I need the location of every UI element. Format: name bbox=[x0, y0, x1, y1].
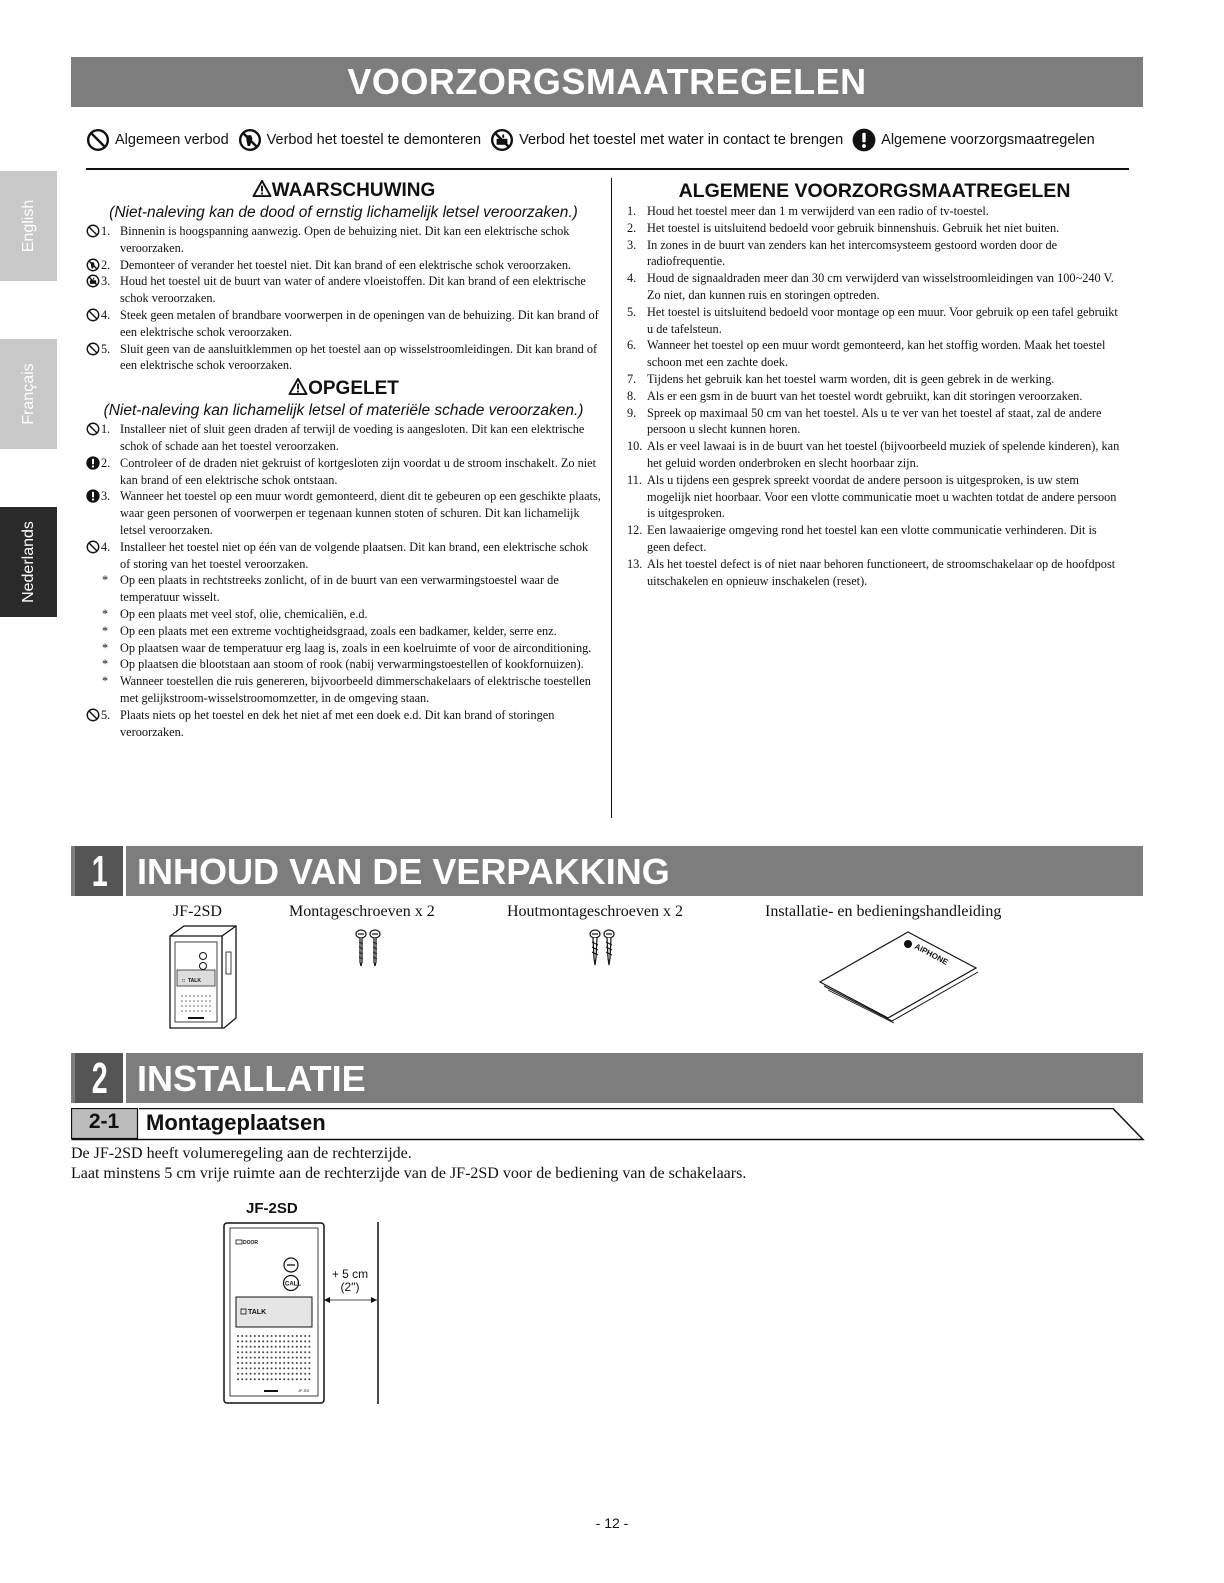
prohibition-icon bbox=[86, 708, 100, 722]
model-label: JF-SD bbox=[298, 1388, 310, 1393]
item-text: Spreek op maximaal 50 cm van het toestel. Als u te ver van het toestel af staat, zal de andere persoon u slecht kunnen horen. bbox=[647, 405, 1102, 437]
bullet-mark: * bbox=[102, 623, 109, 638]
bullet-mark: * bbox=[102, 606, 109, 621]
section-title: INHOUD VAN DE VERPAKKING bbox=[137, 851, 670, 892]
item-text: Als u tijdens een gesprek spreekt voordat de andere persoon is uitgesproken, is uw stem mogelijk niet hoorbaar. Voor een vlotte communicatie moet u wachten totdat de andere persoon is uitgesproken. bbox=[647, 472, 1117, 521]
item-number: 1. bbox=[101, 422, 111, 437]
tab-nederlands[interactable] bbox=[0, 507, 57, 617]
warning-list bbox=[86, 223, 601, 374]
bullet-text: Op een plaats met een extreme vochtigheidsgraad, zoals een badkamer, kelder, serre enz. bbox=[120, 623, 557, 638]
no-disassembly-icon bbox=[86, 258, 100, 272]
list-item bbox=[627, 203, 1122, 220]
bullet-text: Op een plaats met veel stof, olie, chemicaliën, e.d. bbox=[120, 606, 368, 621]
list-item bbox=[86, 257, 601, 274]
item-number: 12. bbox=[627, 523, 643, 538]
bullet-item bbox=[86, 623, 601, 640]
item-number: 6. bbox=[627, 338, 637, 353]
warning-heading bbox=[86, 179, 601, 203]
pkg-item-label: Montageschroeven x 2 bbox=[289, 903, 435, 920]
clearance-dimension bbox=[330, 1268, 370, 1294]
item-number: 13. bbox=[627, 556, 643, 571]
divider bbox=[86, 168, 1129, 170]
legend-label: Algemene voorzorgsmaatregelen bbox=[881, 132, 1095, 148]
item-text: Houd het toestel uit de buurt van water of andere vloeistoffen. Dit kan brand of een elektrische schok veroorzaken. bbox=[120, 274, 586, 306]
caution-icon bbox=[86, 456, 100, 470]
section-number: 1 bbox=[75, 846, 124, 896]
bullet-item bbox=[86, 656, 601, 673]
item-number: 8. bbox=[627, 388, 637, 403]
caution-title: OPGELET bbox=[308, 378, 399, 400]
column-divider bbox=[611, 178, 612, 818]
item-text: Tijdens het gebruik kan het toestel warm worden, dit is geen gebrek in de werking. bbox=[647, 371, 1055, 386]
item-number: 3. bbox=[101, 489, 111, 504]
bullet-item bbox=[86, 673, 601, 707]
talk-label: TALK bbox=[248, 1309, 267, 1316]
bullet-mark: * bbox=[102, 657, 109, 672]
legend-no-water bbox=[490, 128, 843, 152]
no-water-icon bbox=[86, 274, 100, 288]
list-item bbox=[86, 539, 601, 573]
bullet-mark: * bbox=[102, 640, 109, 655]
symbol-legend bbox=[86, 126, 1146, 154]
list-item bbox=[627, 237, 1122, 271]
prohibition-icon bbox=[86, 308, 100, 322]
item-text: Het toestel is uitsluitend bedoeld voor montage op een muur. Voor gebruik op een tafel gebruikt u de tafelsteun. bbox=[647, 304, 1118, 336]
paragraph: De JF-2SD heeft volumeregeling aan de rechterzijde. bbox=[71, 1145, 412, 1162]
subsection-number: 2-1 bbox=[88, 1110, 120, 1133]
bullet-text: Op plaatsen waar de temperatuur erg laag is, zoals in een koelruimte of voor de airconditioning. bbox=[120, 640, 592, 655]
pkg-item-label: Houtmontageschroeven x 2 bbox=[507, 903, 683, 920]
bullet-mark: * bbox=[102, 674, 109, 689]
list-item bbox=[627, 556, 1122, 590]
item-number: 4. bbox=[101, 539, 111, 554]
warning-subtitle: (Niet-naleving kan de dood of ernstig lichamelijk letsel veroorzaken.) bbox=[109, 204, 578, 221]
tab-english[interactable] bbox=[0, 171, 57, 281]
section-number: 2 bbox=[75, 1053, 124, 1103]
wood-screw-icon bbox=[586, 928, 618, 968]
no-water-icon bbox=[490, 128, 514, 152]
item-number: 1. bbox=[101, 224, 111, 238]
list-item bbox=[86, 455, 601, 489]
item-text: Binnenin is hoogspanning aanwezig. Open de behuizing niet. Dit kan een elektrische schok veroorzaken. bbox=[120, 224, 570, 255]
caution-last-item bbox=[86, 707, 601, 741]
tab-label: Français bbox=[19, 363, 37, 425]
general-heading: ALGEMENE VOORZORGSMAATREGELEN bbox=[678, 180, 1071, 202]
list-item bbox=[86, 307, 601, 341]
list-item bbox=[86, 421, 601, 455]
item-number: 5. bbox=[627, 304, 637, 319]
banner-separator bbox=[123, 846, 126, 896]
list-item bbox=[627, 220, 1122, 237]
diagram-title: JF-2SD bbox=[246, 1200, 298, 1217]
tab-label: Nederlands bbox=[19, 521, 37, 603]
bullet-text: Op plaatsen die blootstaan aan stoom of rook (nabij verwarmingstoestellen of kookfornuizen). bbox=[120, 657, 584, 672]
item-text: In zones in de buurt van zenders kan het intercomsysteem gestoord worden door de radiofrequentie. bbox=[647, 237, 1058, 269]
general-list bbox=[627, 203, 1122, 589]
prohibition-icon bbox=[86, 342, 100, 356]
list-item bbox=[627, 522, 1122, 556]
dimension-label-inch: (2") bbox=[340, 1280, 360, 1294]
caution-list bbox=[86, 421, 601, 572]
item-number: 5. bbox=[101, 707, 111, 722]
item-number: 2. bbox=[627, 220, 637, 235]
item-number: 7. bbox=[627, 371, 637, 386]
page-number: - 12 - bbox=[595, 1515, 629, 1531]
item-text: Als er veel lawaai is in de buurt van het toestel (bijvoorbeeld muziek of spelende kinderen), kan het geluid worden onderbroken en slecht hoorbaar zijn. bbox=[647, 439, 1120, 470]
general-column bbox=[627, 179, 1122, 589]
prohibition-icon bbox=[86, 128, 110, 152]
item-text: Als er een gsm in de buurt van het toestel wordt gebruikt, kan dit storingen veroorzaken. bbox=[647, 388, 1083, 403]
item-text: Wanneer het toestel op een muur wordt gemonteerd, dient dit te gebeuren op een geschikte plaats, waar geen personen of voorwerpen er tegenaan kunnen stoten of schuren. Dit kan lichamelijk letsel veroorzaken. bbox=[120, 489, 601, 537]
bullet-text: Wanneer toestellen die ruis genereren, bijvoorbeeld dimmerschakelaars of elektrische toestellen met gelijkstroom-wisselstroomomzetter, in de omgeving staan. bbox=[120, 674, 591, 705]
page-title: VOORZORGSMAATREGELEN bbox=[71, 57, 1143, 107]
bullet-item bbox=[86, 572, 601, 606]
item-text: Installeer het toestel niet op één van de volgende plaatsen. Dit kan brand, een elektrische schok of storing van het toestel veroorzaken. bbox=[120, 539, 589, 571]
item-number: 4. bbox=[101, 307, 111, 322]
item-number: 1. bbox=[627, 204, 637, 218]
tab-label: English bbox=[19, 199, 37, 253]
caution-heading bbox=[86, 377, 601, 401]
item-text: Sluit geen van de aansluitklemmen op het toestel aan op wisselstroomleidingen. Dit kan brand of een elektrische schok veroorzaken. bbox=[120, 341, 598, 373]
pkg-item-label: Installatie- en bedieningshandleiding bbox=[765, 903, 1002, 920]
screw-icon bbox=[352, 928, 384, 968]
device-talk-label: TALK bbox=[188, 978, 201, 984]
item-text: Het toestel is uitsluitend bedoeld voor gebruik binnenshuis. Gebruik het niet buiten. bbox=[647, 220, 1060, 235]
call-label: CALL bbox=[285, 1281, 301, 1288]
list-item bbox=[627, 270, 1122, 304]
dimension-label: + 5 cm bbox=[331, 1267, 369, 1281]
legend-caution bbox=[852, 128, 1095, 152]
list-item bbox=[627, 438, 1122, 472]
bullet-item bbox=[86, 640, 601, 657]
item-text: Demonteer of verander het toestel niet. Dit kan brand of een elektrische schok veroorzaken. bbox=[120, 257, 572, 272]
item-text: Wanneer het toestel op een muur wordt gemonteerd, kan het stoffig worden. Maak het toestel schoon met een zachte doek. bbox=[647, 338, 1106, 370]
subsection-title: Montageplaatsen bbox=[146, 1110, 326, 1135]
list-item bbox=[86, 273, 601, 307]
legend-label: Verbod het toestel te demonteren bbox=[266, 132, 482, 148]
pkg-item-label: JF-2SD bbox=[173, 903, 222, 920]
item-text: Plaats niets op het toestel en dek het niet af met een doek e.d. Dit kan brand of storingen veroorzaken. bbox=[120, 707, 555, 739]
item-text: Houd de signaaldraden meer dan 30 cm verwijderd van wisselstroomleidingen van 100~240 V. Zo niet, dan kunnen ruis en storingen optreden. bbox=[647, 271, 1114, 302]
item-number: 4. bbox=[627, 271, 637, 286]
warning-column bbox=[86, 179, 601, 740]
list-item bbox=[627, 388, 1122, 405]
manual-brand: AIPHONE bbox=[913, 941, 950, 967]
item-text: Installeer niet of sluit geen draden af terwijl de voeding is aangesloten. Dit kan een elektrische schok of schade aan het toestel veroorzaken. bbox=[120, 422, 585, 453]
warning-triangle-icon bbox=[252, 179, 272, 198]
list-item bbox=[627, 304, 1122, 338]
list-item bbox=[627, 405, 1122, 439]
prohibition-icon bbox=[86, 224, 100, 238]
paragraph: Laat minstens 5 cm vrije ruimte aan de rechterzijde van de JF-2SD voor de bediening van de schakelaars. bbox=[71, 1165, 747, 1182]
item-number: 3. bbox=[627, 237, 637, 252]
item-number: 11. bbox=[627, 472, 642, 487]
item-text: Een lawaaierige omgeving rond het toestel kan een vlotte communicatie verhinderen. Dit is geen defect. bbox=[647, 523, 1097, 554]
caution-icon bbox=[852, 128, 876, 152]
caution-bullets bbox=[86, 572, 601, 706]
list-item bbox=[86, 707, 601, 741]
item-number: 10. bbox=[627, 439, 643, 454]
item-number: 5. bbox=[101, 341, 111, 356]
item-text: Controleer of de draden niet gekruist of kortgesloten zijn voordat u de stroom inschakelt. Zo niet kan brand of een elektrische schok ontstaan. bbox=[120, 455, 597, 487]
item-number: 9. bbox=[627, 405, 637, 420]
list-item bbox=[86, 341, 601, 375]
list-item bbox=[627, 472, 1122, 522]
legend-label: Algemeen verbod bbox=[115, 132, 229, 148]
prohibition-icon bbox=[86, 422, 100, 436]
section-title: INSTALLATIE bbox=[137, 1058, 366, 1099]
legend-prohibition bbox=[86, 128, 229, 152]
no-disassembly-icon bbox=[238, 128, 262, 152]
bullet-item bbox=[86, 606, 601, 623]
warning-triangle-icon bbox=[288, 377, 308, 396]
tab-francais[interactable] bbox=[0, 339, 57, 449]
item-text: Als het toestel defect is of niet naar behoren functioneert, de stroomschakelaar op de hoofdpost uitschakelen en opnieuw inschakelen (reset). bbox=[647, 556, 1116, 588]
legend-label: Verbod het toestel met water in contact te brengen bbox=[519, 132, 844, 148]
device-illustration bbox=[164, 922, 244, 1034]
legend-no-disassembly bbox=[238, 128, 481, 152]
item-number: 2. bbox=[101, 257, 111, 272]
prohibition-icon bbox=[86, 540, 100, 554]
list-item bbox=[627, 337, 1122, 371]
device-front-diagram bbox=[220, 1218, 390, 1408]
list-item bbox=[86, 488, 601, 538]
banner-separator bbox=[123, 1053, 126, 1103]
bullet-text: Op een plaats in rechtstreeks zonlicht, of in de buurt van een verwarmingstoestel waar de temperatuur wisselt. bbox=[120, 573, 559, 605]
subsection-banner bbox=[71, 1108, 1146, 1142]
manual-illustration bbox=[816, 924, 986, 1024]
list-item bbox=[627, 371, 1122, 388]
svg-text:□: □ bbox=[182, 978, 186, 984]
caution-subtitle: (Niet-naleving kan lichamelijk letsel of materiële schade veroorzaken.) bbox=[103, 402, 584, 420]
list-item bbox=[86, 223, 601, 257]
caution-icon bbox=[86, 489, 100, 503]
item-text: Steek geen metalen of brandbare voorwerpen in de openingen van de behuizing. Dit kan brand of een elektrische schok veroorzaken. bbox=[120, 307, 599, 339]
warning-title: WAARSCHUWING bbox=[271, 180, 436, 201]
item-number: 2. bbox=[101, 455, 111, 470]
item-number: 3. bbox=[101, 274, 111, 289]
section-2-banner bbox=[71, 1053, 1143, 1103]
bullet-mark: * bbox=[102, 573, 109, 588]
section-1-banner bbox=[71, 846, 1143, 896]
door-label: DOOR bbox=[243, 1240, 258, 1246]
item-text: Houd het toestel meer dan 1 m verwijderd van een radio of tv-toestel. bbox=[647, 204, 989, 218]
